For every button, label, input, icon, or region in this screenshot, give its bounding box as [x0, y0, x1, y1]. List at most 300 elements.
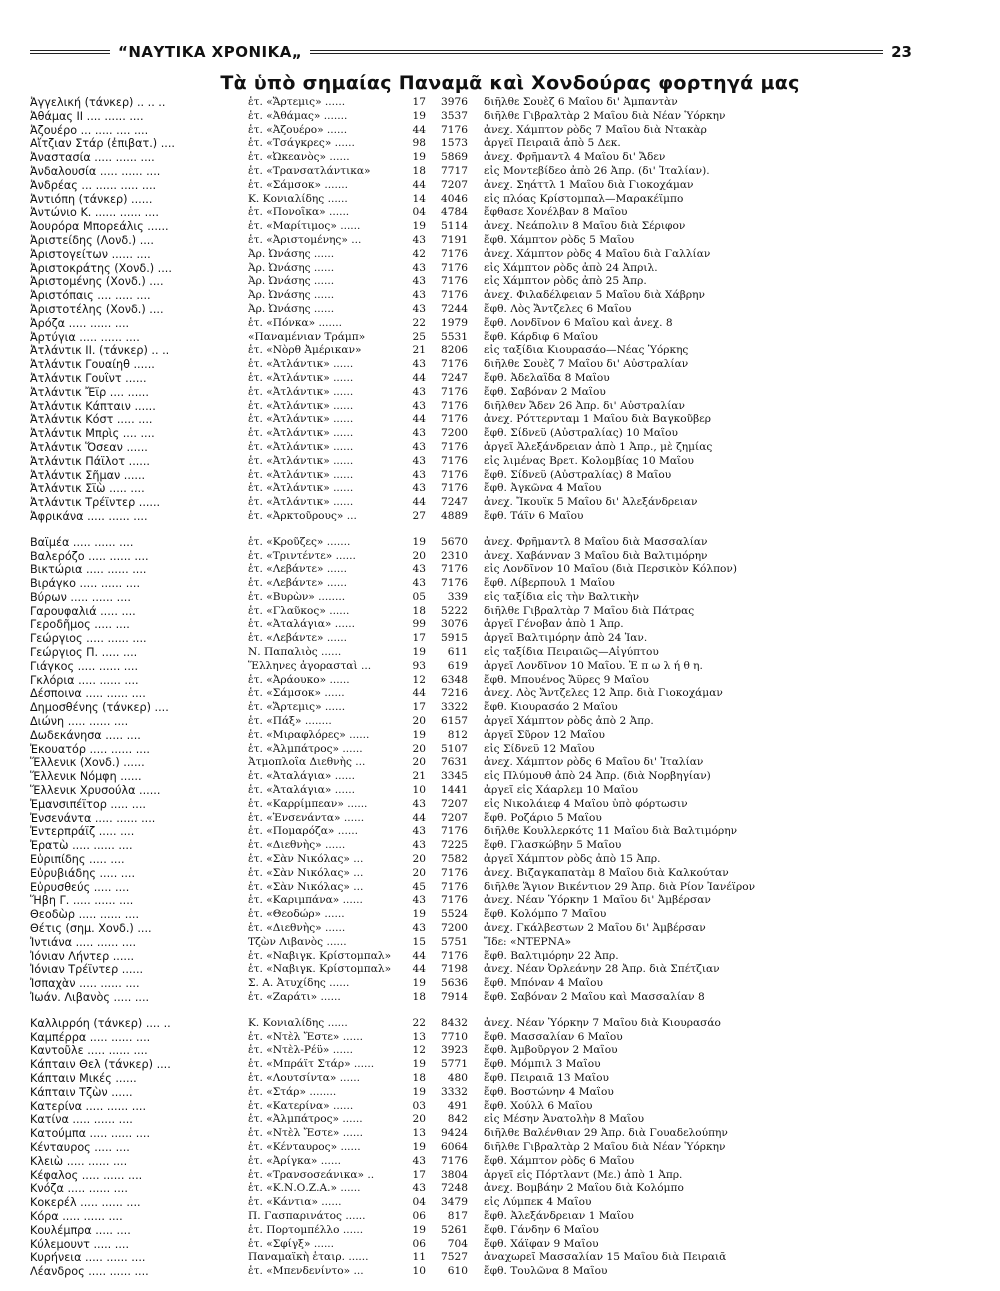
- ship-row: [30, 151, 920, 165]
- ship-row: [30, 563, 920, 577]
- ship-status: ἀργεῖ Πειραιᾶ ἀπὸ 5 Δεκ.: [484, 137, 621, 150]
- ship-name: Κλειὼ ..... ...... ....: [30, 1154, 128, 1168]
- ship-tonnage: 5636: [441, 977, 468, 990]
- ship-status: ἔφθ. Ἀγκῶνα 4 Μαΐου: [484, 482, 602, 495]
- ship-owner: ἑτ. «Νὸρθ Ἀμέρικαν»: [248, 344, 362, 357]
- ship-name: Αἴτζιαν Στάρ (ἐπιβατ.) ....: [30, 137, 175, 151]
- ship-name: Κοκερέλ ..... ...... ....: [30, 1196, 141, 1210]
- ship-owner: ἑτ. «Ἀτλάντικ» ......: [248, 440, 354, 453]
- ship-owner: ἑτ. «Πάξ» ........: [248, 715, 332, 728]
- ship-row: [30, 1044, 920, 1058]
- ship-status: εἰς Πλύμουθ ἀπὸ 24 Ἀπρ. (διὰ Νορβηγίαν): [484, 770, 711, 783]
- ship-row: [30, 936, 920, 950]
- ship-tonnage: 7176: [441, 482, 468, 495]
- ship-owner: ἑτ. «Στάρ» ........: [248, 1085, 337, 1098]
- ship-row: [30, 137, 920, 151]
- ship-year: 43: [412, 427, 426, 440]
- ship-year: 13: [412, 1030, 426, 1043]
- ship-year: 20: [412, 742, 426, 755]
- ship-year: 17: [412, 96, 426, 108]
- ship-status: Ἴδε: «ΝΤΕΡΝΑ»: [484, 935, 572, 948]
- ship-name: Ἥβη Γ. ..... ...... ....: [30, 894, 134, 908]
- ship-tonnage: 842: [447, 1113, 468, 1126]
- ship-year: 11: [412, 1251, 426, 1264]
- ship-owner: ἑτ. «Σὰν Νικόλας» ...: [248, 853, 364, 866]
- ship-name: Ἀριστείδης (Λονδ.) ....: [30, 233, 154, 247]
- ship-tonnage: 5107: [441, 742, 468, 755]
- ship-owner: ἑτ. «Θεοδώρ» ......: [248, 908, 345, 921]
- ship-name: Ἀριστόπαις .... ..... ....: [30, 289, 151, 303]
- ship-row: [30, 441, 920, 455]
- ship-tonnage: 7176: [441, 289, 468, 302]
- ship-tonnage: 7176: [441, 949, 468, 962]
- ship-name: Ἀτλάντικ Γουαίηθ ......: [30, 358, 155, 372]
- ship-tonnage: 5751: [441, 935, 468, 948]
- ship-year: 18: [412, 991, 426, 1003]
- ship-tonnage: 3479: [441, 1196, 468, 1209]
- ship-year: 43: [412, 233, 426, 246]
- ship-registry-list: [30, 96, 920, 1291]
- ship-tonnage: 491: [447, 1099, 468, 1112]
- ship-status: διῆλθεν Ἄδεν 26 Ἀπρ. δι' Αὐστραλίαν: [484, 399, 685, 412]
- ship-year: 44: [412, 963, 426, 976]
- ship-year: 18: [412, 604, 426, 617]
- ship-year: 43: [412, 468, 426, 481]
- ship-year: 43: [412, 839, 426, 852]
- ship-name: Ἀθάμας ΙΙ .... ...... ....: [30, 109, 144, 123]
- ship-tonnage: 7527: [441, 1251, 468, 1264]
- ship-name: Ἀριστοκράτης (Χονδ.) ....: [30, 261, 172, 275]
- ship-row: [30, 605, 920, 619]
- ship-year: 19: [412, 977, 426, 990]
- ship-name: Ἀτλάντικ ΙΙ. (τάνκερ) .. ..: [30, 344, 170, 358]
- registry-section: [30, 1017, 920, 1279]
- ship-row: [30, 825, 920, 839]
- ship-tonnage: 6348: [441, 673, 468, 686]
- ship-row: [30, 881, 920, 895]
- ship-year: 12: [412, 1044, 426, 1057]
- ship-year: 43: [412, 454, 426, 467]
- ship-name: Λέανδρος ..... ...... ....: [30, 1265, 149, 1279]
- ship-name: Ἐρατὼ ..... ...... ....: [30, 839, 133, 853]
- ship-row: [30, 358, 920, 372]
- ship-year: 18: [412, 164, 426, 177]
- ship-row: [30, 646, 920, 660]
- ship-row: [30, 853, 920, 867]
- ship-tonnage: 7207: [441, 178, 468, 191]
- ship-name: Ἀντιόπη (τάνκερ) ......: [30, 192, 153, 206]
- ship-status: ἔφθ. Χάμπτον ρὸδς 5 Μαΐου: [484, 233, 635, 246]
- ship-row: [30, 317, 920, 331]
- ship-year: 19: [412, 1058, 426, 1071]
- ship-name: Ἀρόζα ..... ...... ....: [30, 316, 130, 330]
- ship-status: διῆλθε Κουλλερκότς 11 Μαΐου διὰ Βαλτιμόρην: [484, 825, 738, 838]
- ship-year: 20: [412, 756, 426, 769]
- ship-status: ἔφθ. Κολόμπο 7 Μαΐου: [484, 908, 607, 921]
- ship-row: [30, 577, 920, 591]
- ship-row: [30, 632, 920, 646]
- ship-name: Ἕλλενικ Χρυσούλα ......: [30, 784, 161, 798]
- ship-tonnage: 3076: [441, 618, 468, 631]
- ship-status: ἔφθ. Κιουρασάο 2 Μαΐου: [484, 701, 618, 714]
- ship-tonnage: 5670: [441, 535, 468, 548]
- ship-owner: ἑτ. «Ἀράουκο» ......: [248, 673, 350, 686]
- ship-status: ἔφθ. Ἀμβοῦργον 2 Μαΐου: [484, 1044, 618, 1057]
- ship-owner: ἑτ. «Ντὲλ-Ρέϋ» ......: [248, 1044, 353, 1057]
- ship-owner: ἑτ. «Πονοΐκα» ......: [248, 206, 350, 219]
- ship-owner: ἑτ. «Ἀθάμας» .......: [248, 109, 348, 122]
- ship-year: 43: [412, 894, 426, 907]
- ship-row: [30, 618, 920, 632]
- ship-owner: ἑτ. «Μαρίτιμος» ......: [248, 220, 361, 233]
- ship-row: [30, 469, 920, 483]
- ship-year: 10: [412, 1265, 426, 1278]
- ship-tonnage: 7176: [441, 247, 468, 260]
- ship-row: [30, 1127, 920, 1141]
- ship-tonnage: 5261: [441, 1223, 468, 1236]
- ship-tonnage: 7176: [441, 399, 468, 412]
- ship-status: εἰς Χάμπτον ρὸδς ἀπὸ 24 Ἀπριλ.: [484, 261, 658, 274]
- ship-row: [30, 977, 920, 991]
- ship-tonnage: 7176: [441, 468, 468, 481]
- ship-name: Ἀτλάντικ Πάϊλοτ ......: [30, 454, 150, 468]
- ship-name: Ἀτλάντικ Γουΐντ ......: [30, 371, 147, 385]
- ship-row: [30, 950, 920, 964]
- ship-row: [30, 289, 920, 303]
- ship-year: 43: [412, 440, 426, 453]
- ship-owner: Τζὼν Λιβανὸς ......: [248, 935, 347, 948]
- ship-name: Ἀτλάντικ Σϊὼ ..... ....: [30, 482, 145, 496]
- ship-status: ἀνεχ. Ἴκουϊκ 5 Μαΐου δι' Ἀλεξάνδρειαν: [484, 496, 698, 509]
- ship-tonnage: 5915: [441, 632, 468, 645]
- ship-status: ἀνεχ. Νέαν Ὑόρκην 1 Μαΐου δι' Ἀμβέρσαν: [484, 894, 711, 907]
- ship-row: [30, 894, 920, 908]
- ship-row: [30, 206, 920, 220]
- ship-row: [30, 248, 920, 262]
- ship-tonnage: 3332: [441, 1085, 468, 1098]
- ship-tonnage: 6157: [441, 715, 468, 728]
- ship-year: 19: [412, 1223, 426, 1236]
- ship-status: ἔφθ. Βαλτιμόρην 22 Ἀπρ.: [484, 949, 619, 962]
- ship-name: Ἀζουέρο ... ..... .... ....: [30, 123, 149, 137]
- ship-name: Δωδεκάνησα ..... ....: [30, 728, 141, 742]
- ship-status: ἀνεχ. Ρόττερνταμ 1 Μαΐου διὰ Βαγκοῦβερ: [484, 413, 711, 426]
- ship-tonnage: 2310: [441, 549, 468, 562]
- ship-name: Βύρων ..... ...... ....: [30, 590, 131, 604]
- ship-name: Γκλόρια ..... ...... ....: [30, 673, 139, 687]
- ship-owner: ἑτ. «Ἀτλάντικ» ......: [248, 358, 354, 371]
- ship-year: 21: [412, 344, 426, 357]
- ship-year: 98: [412, 137, 426, 150]
- ship-row: [30, 1224, 920, 1238]
- ship-name: Κόρα ..... ...... ....: [30, 1209, 123, 1223]
- ship-row: [30, 1141, 920, 1155]
- ship-year: 44: [412, 123, 426, 136]
- ship-year: 19: [412, 646, 426, 659]
- ship-owner: ἑτ. «Λεβάντε» ......: [248, 577, 348, 590]
- ship-name: Ἐντερπράϊζ ..... ....: [30, 825, 135, 839]
- ship-name: Ἀτλάντικ Σῆμαν ......: [30, 468, 146, 482]
- ship-year: 44: [412, 178, 426, 191]
- ship-row: [30, 1031, 920, 1045]
- ship-owner: ἑτ. «Τρανσατλάντικα»: [248, 164, 371, 177]
- ship-name: Κουλέμπρα ..... ....: [30, 1223, 131, 1237]
- ship-owner: ἑτ. «Διεθνὴς» ......: [248, 839, 346, 852]
- ship-row: [30, 908, 920, 922]
- ship-owner: ἑτ. «Σὰν Νικόλας» ...: [248, 866, 364, 879]
- ship-row: [30, 812, 920, 826]
- ship-name: Ἰόνιαν Λήντερ ......: [30, 949, 135, 963]
- ship-row: [30, 1058, 920, 1072]
- ship-year: 43: [412, 482, 426, 495]
- ship-tonnage: 610: [447, 1265, 468, 1278]
- ship-year: 20: [412, 866, 426, 879]
- ship-status: ἔφθ. Λὸς Ἄντζελες 6 Μαΐου: [484, 302, 632, 315]
- ship-year: 44: [412, 687, 426, 700]
- ship-status: ἀργεῖ εἰς Χάαρλεμ 10 Μαΐου: [484, 784, 639, 797]
- ship-tonnage: 3537: [441, 109, 468, 122]
- ship-status: ἔφθ. Σαβόναν 2 Μαΐου καὶ Μασσαλίαν 8: [484, 991, 705, 1003]
- ship-row: [30, 234, 920, 248]
- ship-row: [30, 303, 920, 317]
- ship-status: εἰς ταξίδια εἰς τὴν Βαλτικὴν: [484, 590, 640, 603]
- ship-year: 19: [412, 535, 426, 548]
- ship-name: Γεώργιος Π. ..... ....: [30, 646, 138, 660]
- ship-owner: ἑτ. «Ναβιγκ. Κρίστομπαλ»: [248, 949, 392, 962]
- ship-tonnage: 5869: [441, 151, 468, 164]
- ship-name: Ἐκουατόρ ..... ...... ....: [30, 742, 150, 756]
- ship-status: ἀργεῖ Ἀλεξάνδρειαν ἀπὸ 1 Ἀπρ., μὲ ζημίας: [484, 440, 713, 453]
- ship-year: 45: [412, 880, 426, 893]
- ship-tonnage: 7717: [441, 164, 468, 177]
- ship-status: εἰς ταξίδια Πειραιῶς—Αἰγύπτου: [484, 646, 659, 659]
- ship-tonnage: 3923: [441, 1044, 468, 1057]
- ship-owner: ἑτ. «Κροῦζες» .......: [248, 535, 351, 548]
- ship-row: [30, 756, 920, 770]
- ship-name: Εὐριπίδης ..... ....: [30, 853, 125, 867]
- ship-row: [30, 687, 920, 701]
- ship-row: [30, 496, 920, 510]
- ship-tonnage: 7244: [441, 302, 468, 315]
- ship-row: [30, 1182, 920, 1196]
- ship-tonnage: 7176: [441, 385, 468, 398]
- ship-tonnage: 7247: [441, 496, 468, 509]
- ship-tonnage: 3322: [441, 701, 468, 714]
- ship-name: Ἀγγελική (τάνκερ) .. .. ..: [30, 96, 166, 109]
- ship-row: [30, 344, 920, 358]
- ship-row: [30, 991, 920, 1005]
- ship-year: 10: [412, 784, 426, 797]
- ship-year: 22: [412, 316, 426, 329]
- ship-status: ἀργεῖ εἰς Πόρτλαντ (Με.) ἀπὸ 1 Ἀπρ.: [484, 1168, 683, 1181]
- ship-tonnage: 7207: [441, 811, 468, 824]
- ship-name: Ἰσπαχὰν ..... ...... ....: [30, 977, 140, 991]
- ship-row: [30, 798, 920, 812]
- ship-name: Κέφαλος ..... ...... ....: [30, 1168, 143, 1182]
- ship-owner: ἑτ. «Κάντια» ......: [248, 1196, 342, 1209]
- ship-tonnage: 7176: [441, 866, 468, 879]
- ship-year: 20: [412, 549, 426, 562]
- ship-status: εἰς ταξίδια Κιουρασάο—Νέας Ὑόρκης: [484, 344, 689, 357]
- ship-year: 44: [412, 371, 426, 384]
- ship-name: Ἀφρικάνα ..... ...... ....: [30, 509, 148, 523]
- ship-owner: ἑτ. «Ἀρκτοῦρους» ...: [248, 509, 357, 522]
- ship-name: Ἀτλάντικ Ἔϊρ .... ......: [30, 385, 149, 399]
- ship-tonnage: 5114: [441, 220, 468, 233]
- ship-owner: ἑτ. «Ἀταλάγια» ......: [248, 618, 355, 631]
- ship-status: διῆλθε Βαλένθιαν 29 Ἀπρ. διὰ Γουαδελούπην: [484, 1127, 728, 1140]
- ship-status: ἀνεχ. Χάμπτον ρὸδς 6 Μαΐου δι' Ἰταλίαν: [484, 756, 704, 769]
- ship-status: εἰς πλόας Κρίστομπαλ—Μαρακέϊμπο: [484, 192, 684, 205]
- ship-owner: ἑτ. «Ἀταλάγια» ......: [248, 770, 355, 783]
- ship-owner: ἑτ. «Ἐνσενάντα» ......: [248, 811, 365, 824]
- ship-tonnage: 8206: [441, 344, 468, 357]
- ship-year: 17: [412, 632, 426, 645]
- ship-owner: ἑτ. «Ζαράτι» ......: [248, 991, 341, 1003]
- ship-status: ἔφθ. Γλασκώβην 5 Μαΐου: [484, 839, 622, 852]
- ship-status: εἰς Λονδῖνον 10 Μαΐου (διὰ Περσικὸν Κόλπον): [484, 563, 738, 576]
- ship-status: ἀνεχ. Φρῆμαντλ 8 Μαΐου διὰ Μασσαλίαν: [484, 535, 708, 548]
- ship-status: εἰς Μέσην Ἀνατολὴν 8 Μαΐου: [484, 1113, 645, 1126]
- ship-status: ἔφθ. Πειραιᾶ 13 Μαΐου: [484, 1071, 609, 1084]
- ship-status: διῆλθε Ἅγιον Βικέντιον 29 Ἀπρ. διὰ Ρίον Ἰανέϊρον: [484, 880, 756, 893]
- ship-tonnage: 7176: [441, 261, 468, 274]
- ship-name: Κυρήνεια ..... ...... ....: [30, 1251, 146, 1265]
- ship-status: ἀργεῖ Βαλτιμόρην ἀπὸ 24 Ἰαν.: [484, 632, 648, 645]
- ship-tonnage: 7176: [441, 358, 468, 371]
- ship-tonnage: 1441: [441, 784, 468, 797]
- ship-row: [30, 1100, 920, 1114]
- ship-name: Ἀτλάντικ Ὅσεαν ......: [30, 440, 148, 454]
- ship-tonnage: 339: [447, 590, 468, 603]
- ship-tonnage: 8432: [441, 1016, 468, 1029]
- ship-year: 42: [412, 247, 426, 260]
- ship-tonnage: 7247: [441, 371, 468, 384]
- ship-tonnage: 817: [447, 1209, 468, 1222]
- ship-name: Διώνη ..... ...... ....: [30, 715, 129, 729]
- ship-owner: ἑτ. «Ἀζουέρο» ......: [248, 123, 348, 136]
- ship-owner: Ἀρ. Ὠνάσης ......: [248, 247, 335, 260]
- ship-owner: ἑτ. «Κένταυρος» ......: [248, 1140, 361, 1153]
- ship-row: [30, 922, 920, 936]
- ship-name: Δέσποινα ..... ...... ....: [30, 687, 146, 701]
- ship-status: διῆλθε Γιβραλτὰρ 7 Μαΐου διὰ Πάτρας: [484, 604, 695, 617]
- ship-name: Ἰωάν. Λιβανὸς ..... ....: [30, 991, 150, 1004]
- running-header: [30, 40, 920, 64]
- ship-status: ἔφθ. Ροζάριο 5 Μαΐου: [484, 811, 602, 824]
- ship-tonnage: 7198: [441, 963, 468, 976]
- ship-year: 15: [412, 935, 426, 948]
- ship-row: [30, 770, 920, 784]
- ship-row: [30, 1196, 920, 1210]
- ship-tonnage: 4046: [441, 192, 468, 205]
- ship-status: εἰς Μοντεβίδεο ἀπὸ 26 Ἀπρ. (δι' Ἰταλίαν).: [484, 164, 710, 177]
- ship-name: Βιράγκο ..... ...... ....: [30, 577, 141, 591]
- ship-owner: Ἀρ. Ὠνάσης ......: [248, 275, 335, 288]
- ship-tonnage: 7176: [441, 440, 468, 453]
- ship-owner: Ἕλληνες ἀγορασταὶ ...: [248, 659, 372, 672]
- ship-year: 93: [412, 659, 426, 672]
- ship-year: 20: [412, 715, 426, 728]
- ship-status: διῆλθε Σουὲζ 7 Μαΐου δι' Αὐστραλίαν: [484, 358, 689, 371]
- ship-tonnage: 619: [447, 659, 468, 672]
- ship-status: ἀνεχ. Σηάττλ 1 Μαΐου διὰ Γιοκοχάμαν: [484, 178, 694, 191]
- ship-owner: ἑτ. «Λεβάντε» ......: [248, 563, 348, 576]
- ship-row: [30, 660, 920, 674]
- ship-owner: ἑτ. «Λεβάντε» ......: [248, 632, 348, 645]
- ship-tonnage: 5531: [441, 330, 468, 343]
- ship-tonnage: 7176: [441, 563, 468, 576]
- ship-owner: ἑτ. «Ναβιγκ. Κρίστομπαλ»: [248, 963, 392, 976]
- ship-row: [30, 386, 920, 400]
- ship-name: Γιάγκος ..... ...... ....: [30, 659, 139, 673]
- ship-year: 44: [412, 496, 426, 509]
- ship-row: [30, 1155, 920, 1169]
- ship-tonnage: 5524: [441, 908, 468, 921]
- ship-status: ἔφθ. Βοστώνην 4 Μαΐου: [484, 1085, 614, 1098]
- ship-owner: ἑτ. «Βυρὼν» ........: [248, 590, 346, 603]
- ship-tonnage: 7176: [441, 894, 468, 907]
- ship-year: 22: [412, 1016, 426, 1029]
- ship-row: [30, 1113, 920, 1127]
- ship-owner: ἑτ. «Ντὲλ Ἔστε» ......: [248, 1030, 363, 1043]
- ship-tonnage: 7216: [441, 687, 468, 700]
- ship-row: [30, 400, 920, 414]
- ship-year: 19: [412, 151, 426, 164]
- ship-owner: ἑτ. «Ἄρτεμις» ......: [248, 701, 346, 714]
- ship-name: Ἀναστασία ..... ...... ....: [30, 151, 155, 165]
- ship-row: [30, 591, 920, 605]
- ship-row: [30, 839, 920, 853]
- ship-owner: ἑτ. «Μπενδενίντο» ...: [248, 1265, 364, 1278]
- ship-owner: ἑτ. «Ἀτλάντικ» ......: [248, 468, 354, 481]
- ship-name: Γεώργιος ..... ...... ....: [30, 632, 147, 646]
- ship-status: ἀνεχ. Χάμπτον ρὸδς 7 Μαΐου διὰ Ντακὰρ: [484, 123, 707, 136]
- ship-tonnage: 611: [447, 646, 468, 659]
- ship-row: [30, 1072, 920, 1086]
- ship-year: 43: [412, 563, 426, 576]
- ship-name: Ἀνδαλουσία ..... ...... ....: [30, 164, 161, 178]
- ship-tonnage: 7176: [441, 454, 468, 467]
- ship-tonnage: 4784: [441, 206, 468, 219]
- ship-status: ἀνεχ. Νεάπολιν 8 Μαΐου διὰ Σέριφον: [484, 220, 686, 233]
- ship-row: [30, 124, 920, 138]
- ship-status: ἀνεχ. Φιλαδέλφειαν 5 Μαΐου διὰ Χάβρην: [484, 289, 705, 302]
- ship-row: [30, 482, 920, 496]
- ship-year: 43: [412, 1182, 426, 1195]
- ship-year: 44: [412, 949, 426, 962]
- ship-name: Ἀνδρέας ... ...... ..... ....: [30, 178, 157, 192]
- ship-row: [30, 262, 920, 276]
- ship-row: [30, 193, 920, 207]
- ship-status: ἔφθ. Γάνδην 6 Μαΐου: [484, 1223, 599, 1236]
- ship-year: 99: [412, 618, 426, 631]
- ship-status: ἀργεῖ Λονδῖνον 10 Μαΐου. Ἐ π ω λ ή θ η.: [484, 659, 703, 672]
- ship-name: Ἀρτύγια ..... ...... ....: [30, 330, 140, 344]
- ship-row: [30, 96, 920, 110]
- ship-tonnage: 7176: [441, 413, 468, 426]
- ship-tonnage: 1573: [441, 137, 468, 150]
- ship-name: Καλλιρρόη (τάνκερ) .... ..: [30, 1016, 171, 1030]
- ship-year: 18: [412, 1071, 426, 1084]
- ship-year: 17: [412, 1168, 426, 1181]
- ship-status: ἔφθ. Χάϊφαν 9 Μαΐου: [484, 1237, 599, 1250]
- ship-owner: ἑτ. «Ἀτλάντικ» ......: [248, 413, 354, 426]
- ship-owner: ἑτ. «Διεθνὴς» ......: [248, 922, 346, 935]
- ship-status: εἰς Νικολάιεφ 4 Μαΐου ὑπὸ φόρτωσιν: [484, 797, 688, 810]
- ship-name: Ἀτλάντικ Μπρὶς .... ....: [30, 427, 155, 441]
- ship-status: ἔφθ. Μόμπιλ 3 Μαΐου: [484, 1058, 601, 1071]
